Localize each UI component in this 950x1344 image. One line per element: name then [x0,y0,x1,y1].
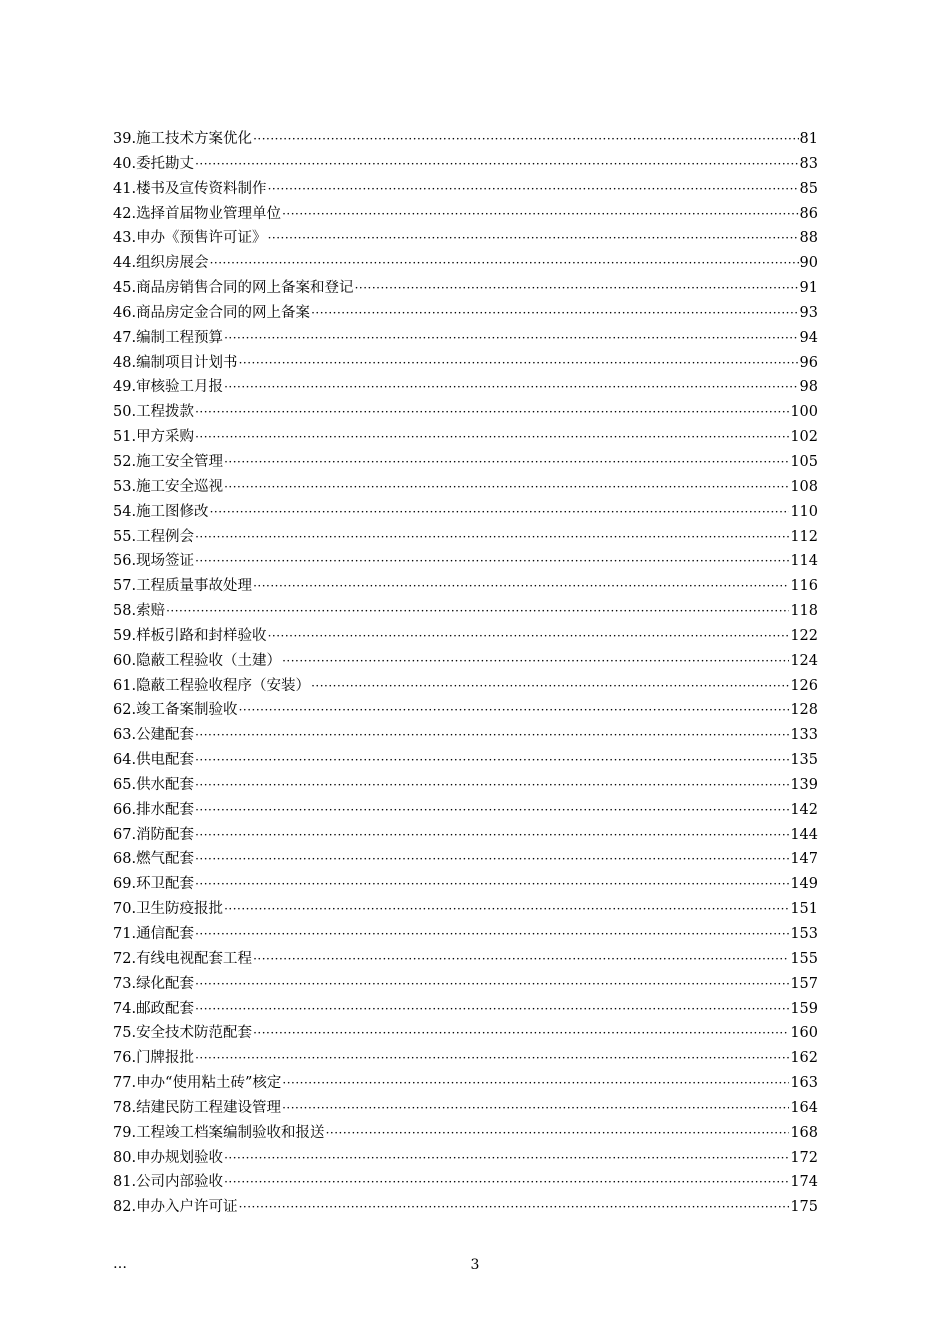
toc-dot-leader [282,1071,789,1096]
toc-entry-page: 164 [790,1099,818,1116]
toc-dot-leader [355,276,799,301]
toc-entry-number: 65. [113,776,137,793]
toc-dot-leader [268,624,790,649]
toc-dot-leader [195,798,789,823]
toc-entry-number: 57. [113,578,137,595]
toc-entry-number: 71. [113,926,137,942]
toc-dot-leader [224,375,798,400]
toc-entry-title: 施工图修改 [136,503,209,520]
toc-dot-leader [311,674,789,699]
toc-entry-page: 133 [790,727,818,744]
toc-entry[interactable] [113,301,818,326]
toc-entry-title: 卫生防疫报批 [136,901,224,918]
toc-entry[interactable] [113,674,818,699]
toc-entry[interactable] [113,847,818,872]
toc-entry-number: 54. [113,503,137,520]
toc-entry-page: 102 [790,429,818,446]
toc-dot-leader [195,997,789,1022]
toc-dot-leader [253,127,798,152]
toc-entry-number: 47. [113,329,137,346]
toc-entry-page: 142 [790,801,818,818]
toc-entry-page: 96 [799,354,818,371]
toc-dot-leader [326,1121,790,1146]
toc-entry[interactable] [113,251,818,276]
toc-entry-title: 施工技术方案优化 [136,131,253,147]
toc-entry-title: 商品房销售合同的网上备案和登记 [136,280,354,297]
toc-dot-leader [282,1096,789,1121]
toc-entry-page: 124 [790,652,818,669]
toc-dot-leader [195,823,789,848]
toc-entry[interactable] [113,1096,818,1121]
toc-entry-page: 153 [790,926,818,942]
toc-entry-page: 93 [799,304,818,321]
toc-entry-number: 49. [113,379,137,396]
toc-entry-page: 116 [790,578,818,595]
toc-entry-title: 有线电视配套工程 [136,950,253,967]
toc-dot-leader [195,922,789,947]
toc-entry-number: 42. [113,205,137,222]
toc-entry-page: 88 [799,230,818,247]
toc-entry[interactable] [113,375,818,400]
toc-entry-title: 选择首届物业管理单位 [136,205,282,222]
toc-entry-page: 83 [799,155,818,172]
toc-entry-title: 施工安全管理 [136,453,224,470]
toc-entry-number: 61. [113,677,137,694]
toc-entry-title: 申办入户许可证 [136,1199,238,1216]
toc-entry[interactable] [113,475,818,500]
toc-entry-page: 172 [790,1149,818,1166]
toc-entry[interactable] [113,152,818,177]
toc-dot-leader [224,1146,789,1171]
toc-entry-page: 155 [790,950,818,967]
toc-entry-page: 168 [790,1124,818,1141]
toc-entry-title: 隐蔽工程验收（土建） [136,652,282,669]
toc-entry[interactable] [113,574,818,599]
page-number: 3 [470,1257,480,1273]
toc-dot-leader [311,301,798,326]
toc-entry[interactable] [113,127,818,152]
toc-entry-number: 43. [113,230,137,247]
toc-entry-title: 编制工程预算 [136,329,224,346]
toc-entry-title: 隐蔽工程验收程序（安装） [136,677,311,694]
toc-entry-title: 通信配套 [136,926,195,942]
toc-entry-number: 53. [113,478,137,495]
toc-entry[interactable] [113,599,818,624]
toc-entry-number: 80. [113,1149,137,1166]
toc-entry-number: 82. [113,1199,137,1216]
toc-dot-leader [253,574,789,599]
toc-entry[interactable] [113,1021,818,1046]
toc-dot-leader [195,972,789,997]
toc-dot-leader [195,1046,789,1071]
toc-entry-title: 现场签证 [136,553,195,570]
toc-entry-number: 68. [113,851,137,868]
toc-entry-number: 66. [113,801,137,818]
toc-dot-leader [195,152,798,177]
toc-entry-title: 样板引路和封样验收 [136,627,267,644]
toc-entry[interactable] [113,1121,818,1146]
toc-entry-page: 147 [790,851,818,868]
toc-entry[interactable] [113,450,818,475]
toc-entry-number: 64. [113,752,137,769]
toc-entry-number: 48. [113,354,137,371]
toc-entry-page: 91 [799,280,818,297]
toc-entry[interactable] [113,997,818,1022]
toc-entry[interactable] [113,823,818,848]
toc-entry-page: 108 [790,478,818,495]
toc-dot-leader [195,748,789,773]
toc-entry-page: 118 [790,603,818,620]
toc-entry[interactable] [113,922,818,947]
toc-entry[interactable] [113,723,818,748]
toc-entry-page: 149 [790,876,818,893]
toc-dot-leader [195,847,789,872]
toc-entry-number: 75. [113,1025,137,1042]
toc-entry-page: 159 [790,1000,818,1017]
toc-entry-title: 审核验工月报 [136,379,224,396]
toc-entry[interactable] [113,425,818,450]
toc-entry-number: 60. [113,652,137,669]
toc-dot-leader [195,425,789,450]
toc-dot-leader [268,226,799,251]
toc-entry-page: 81 [799,131,818,147]
toc-entry[interactable] [113,972,818,997]
toc-entry-number: 76. [113,1050,137,1067]
toc-entry-title: 环卫配套 [136,876,195,893]
toc-entry-page: 114 [790,553,818,570]
toc-dot-leader [224,897,789,922]
toc-entry-number: 81. [113,1174,137,1191]
toc-entry-page: 126 [790,677,818,694]
toc-entry-title: 组织房展会 [136,255,209,272]
toc-entry-page: 105 [790,453,818,470]
toc-entry-page: 90 [799,255,818,272]
toc-entry-number: 39. [113,131,137,147]
toc-entry[interactable] [113,500,818,525]
toc-entry[interactable] [113,947,818,972]
toc-dot-leader [224,326,798,351]
toc-entry-number: 62. [113,702,137,719]
toc-entry-page: 85 [799,180,818,197]
toc-entry-title: 商品房定金合同的网上备案 [136,304,311,321]
toc-entry-title: 邮政配套 [136,1000,195,1017]
toc-entry-page: 175 [790,1199,818,1216]
toc-entry[interactable] [113,351,818,376]
toc-dot-leader [210,500,790,525]
toc-entry-title: 索赔 [136,603,166,620]
toc-dot-leader [253,1021,789,1046]
toc-entry-number: 41. [113,180,137,197]
toc-entry-title: 竣工备案制验收 [136,702,238,719]
toc-entry[interactable] [113,698,818,723]
toc-dot-leader [282,649,789,674]
toc-entry-number: 52. [113,453,137,470]
toc-entry[interactable] [113,624,818,649]
toc-entry-title: 公司内部验收 [136,1174,224,1191]
toc-entry[interactable] [113,549,818,574]
toc-entry-number: 74. [113,1000,137,1017]
toc-dot-leader [224,450,789,475]
toc-entry-number: 50. [113,404,137,421]
toc-entry[interactable] [113,649,818,674]
toc-dot-leader [166,599,789,624]
toc-entry[interactable] [113,202,818,227]
toc-entry-title: 供水配套 [136,776,195,793]
toc-dot-leader [239,698,790,723]
toc-entry-number: 59. [113,627,137,644]
toc-entry[interactable] [113,748,818,773]
toc-dot-leader [195,549,789,574]
toc-entry-page: 86 [799,205,818,222]
toc-entry[interactable] [113,525,818,550]
toc-entry-page: 98 [799,379,818,396]
toc-entry-number: 58. [113,603,137,620]
toc-entry-number: 45. [113,280,137,297]
toc-entry-number: 70. [113,901,137,918]
toc-entry-number: 56. [113,553,137,570]
toc-entry-title: 燃气配套 [136,851,195,868]
toc-entry[interactable] [113,276,818,301]
toc-dot-leader [253,947,789,972]
toc-entry-title: 工程例会 [136,528,195,545]
toc-entry-number: 40. [113,155,137,172]
toc-entry-page: 151 [790,901,818,918]
toc-entry[interactable] [113,798,818,823]
toc-entry-number: 55. [113,528,137,545]
toc-entry-title: 绿化配套 [136,975,195,992]
toc-entry-page: 122 [790,627,818,644]
toc-entry-title: 申办规划验收 [136,1149,224,1166]
toc-dot-leader [195,400,789,425]
toc-entry-page: 160 [790,1025,818,1042]
toc-entry-page: 139 [790,776,818,793]
toc-entry-title: 供电配套 [136,752,195,769]
toc-entry[interactable] [113,1071,818,1096]
toc-dot-leader [239,1195,790,1220]
toc-entry-page: 100 [790,404,818,421]
toc-entry-number: 63. [113,727,137,744]
toc-entry[interactable] [113,326,818,351]
toc-entry[interactable] [113,1170,818,1195]
toc-entry[interactable] [113,226,818,251]
toc-entry-page: 128 [790,702,818,719]
toc-entry-number: 44. [113,255,137,272]
toc-entry-page: 135 [790,752,818,769]
toc-entry-number: 46. [113,304,137,321]
toc-dot-leader [282,202,798,227]
toc-dot-leader [210,251,799,276]
toc-entry-title: 消防配套 [136,826,195,843]
toc-entry-title: 结建民防工程建设管理 [136,1099,282,1116]
toc-entry-title: 工程质量事故处理 [136,578,253,595]
toc-entry-title: 委托勘丈 [136,155,195,172]
toc-dot-leader [195,872,789,897]
toc-dot-leader [224,1170,789,1195]
toc-dot-leader [224,475,789,500]
toc-dot-leader [195,773,789,798]
footer-ellipsis: … [113,1256,127,1272]
toc-entry-title: 公建配套 [136,727,195,744]
toc-entry-title: 安全技术防范配套 [136,1025,253,1042]
toc-entry-number: 67. [113,826,137,843]
toc-entry-number: 77. [113,1075,137,1092]
table-of-contents [113,127,818,1220]
toc-entry-title: 楼书及宣传资料制作 [136,180,267,197]
toc-entry-number: 73. [113,975,137,992]
toc-entry[interactable] [113,897,818,922]
toc-entry-title: 甲方采购 [136,429,195,446]
toc-dot-leader [268,177,799,202]
toc-entry-number: 69. [113,876,137,893]
toc-entry-title: 门牌报批 [136,1050,195,1067]
toc-entry[interactable] [113,1046,818,1071]
toc-entry[interactable] [113,773,818,798]
toc-entry-title: 工程拨款 [136,404,195,421]
toc-entry-title: 排水配套 [136,801,195,818]
toc-entry[interactable] [113,177,818,202]
toc-entry-page: 94 [799,329,818,346]
toc-entry-number: 51. [113,429,137,446]
toc-dot-leader [239,351,799,376]
toc-dot-leader [195,525,789,550]
toc-entry-page: 162 [790,1050,818,1067]
toc-entry[interactable] [113,872,818,897]
toc-entry-page: 157 [790,975,818,992]
toc-entry-title: 申办《预售许可证》 [136,230,267,247]
toc-entry-title: 工程竣工档案编制验收和报送 [136,1124,325,1141]
toc-entry-page: 174 [790,1174,818,1191]
toc-entry-page: 144 [790,826,818,843]
toc-entry-page: 110 [790,503,818,520]
toc-entry-page: 163 [790,1075,818,1092]
toc-entry[interactable] [113,400,818,425]
toc-entry-page: 112 [790,528,818,545]
toc-entry-title: 编制项目计划书 [136,354,238,371]
toc-entry[interactable] [113,1195,818,1220]
toc-entry-number: 79. [113,1124,137,1141]
toc-entry-number: 72. [113,950,137,967]
toc-entry-title: 施工安全巡视 [136,478,224,495]
toc-entry-number: 78. [113,1099,137,1116]
toc-entry-title: 申办“使用粘土砖”核定 [136,1075,282,1092]
toc-entry[interactable] [113,1146,818,1171]
toc-dot-leader [195,723,789,748]
